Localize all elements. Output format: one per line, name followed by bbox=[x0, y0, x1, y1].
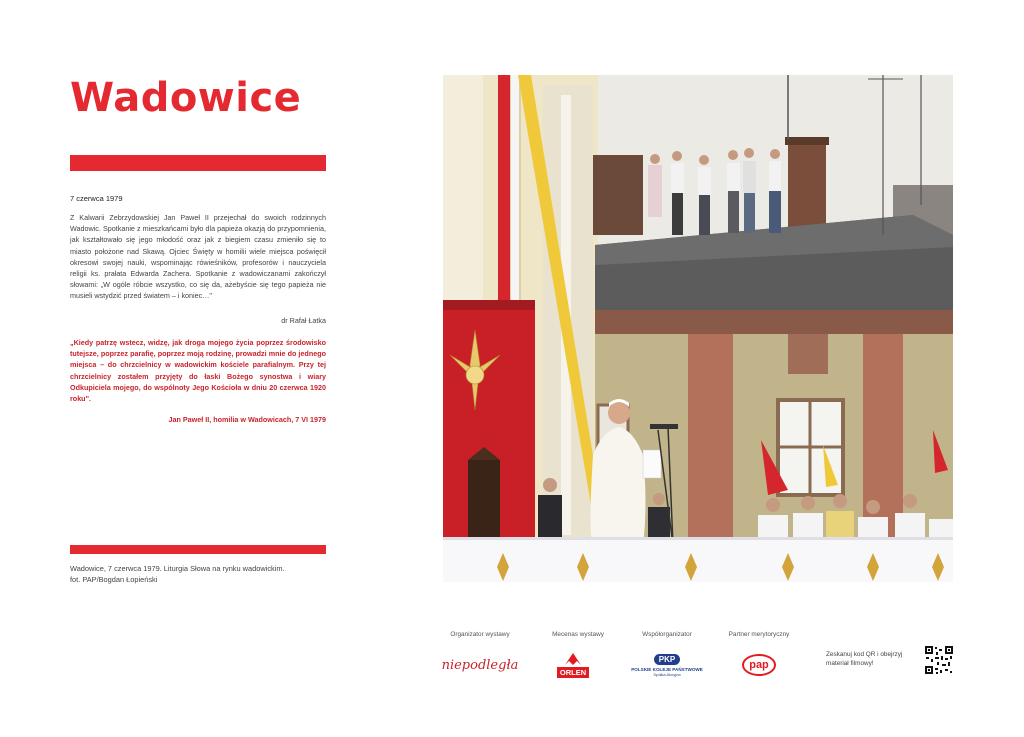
organizer-logo bbox=[440, 650, 520, 680]
main-photo bbox=[443, 75, 953, 582]
organizer-label: Organizator wystawy bbox=[450, 631, 510, 638]
niepodlegla-logo-text: niepodległa bbox=[441, 657, 519, 673]
photo-caption bbox=[70, 563, 330, 585]
orlen-logo bbox=[553, 650, 593, 680]
page-title: Wadowice bbox=[70, 75, 302, 121]
event-date: 7 czerwca 1979 bbox=[70, 194, 123, 203]
orlen-logo-text: ORLEN bbox=[557, 667, 589, 678]
quote-source: Jan Paweł II, homilia w Wadowicach, 7 VI 1979 bbox=[168, 415, 326, 424]
photo-scene bbox=[443, 75, 953, 582]
pap-logo-text: pap bbox=[742, 654, 776, 676]
pkp-logo bbox=[632, 650, 702, 680]
accent-bar-top bbox=[70, 155, 326, 171]
qr-code-icon[interactable] bbox=[925, 646, 953, 674]
body-text: Z Kalwarii Zebrzydowskiej Jan Paweł II przejechał do swoich rodzinnych Wadowic. Spotkanie z mieszkańcami było dla papieża okazją do przypomnienia, jak kształtowało się jego młodość oraz jak z biegiem czasu zmieniło się to miasto położone nad Skawą. Ojciec Święty w homilii wiele miejsca poświęcił okresowi swojej nauki, wspominając rówieśników, profesorów i nauczyciela religii ks. prałata Edwarda Zachera. Spotkanie z wadowiczanami zakończył słowami: „W ogóle róbcie wszystko, co się da, ażebyście się tego papieża nie musieli wstydzić przed światem – i koniec…" bbox=[70, 213, 326, 301]
photo-credit: fot. PAP/Bogdan Łopieński bbox=[70, 575, 158, 584]
patron-label: Mecenas wystawy bbox=[552, 631, 604, 638]
coorganizer-label: Współorganizator bbox=[642, 631, 692, 638]
accent-bar-bottom bbox=[70, 545, 326, 554]
qr-instruction: Zeskanuj kod QR i obejrzyj materiał filmowy! bbox=[826, 651, 903, 667]
orlen-eagle-icon bbox=[564, 652, 582, 666]
pkp-logo-mark: PKP bbox=[654, 654, 680, 665]
pkp-logo-sub: Spółka Akcyjna bbox=[653, 671, 681, 677]
caption-line: Wadowice, 7 czerwca 1979. Liturgia Słowa na rynku wadowickim. bbox=[70, 564, 285, 573]
quote: „Kiedy patrzę wstecz, widzę, jak droga mojego życia poprzez środowisko tutejsze, poprzez parafię, poprzez moją rodzinę, prowadzi mnie do jednego miejsca – do chrzcielnicy w wadowickim kościele parafialnym. Przy tej chrzcielnicy zostałem przyjęty do łaski Bożego synostwa i wiary Odkupiciela mojego, do wspólnoty Jego Kościoła w dniu 20 czerwca 1920 roku". bbox=[70, 338, 326, 404]
author: dr Rafał Łatka bbox=[281, 316, 326, 325]
pap-logo bbox=[741, 650, 777, 680]
pkp-logo-name: POLSKIE KOLEJE PAŃSTWOWE bbox=[631, 666, 703, 672]
partner-label: Partner merytoryczny bbox=[728, 631, 790, 638]
